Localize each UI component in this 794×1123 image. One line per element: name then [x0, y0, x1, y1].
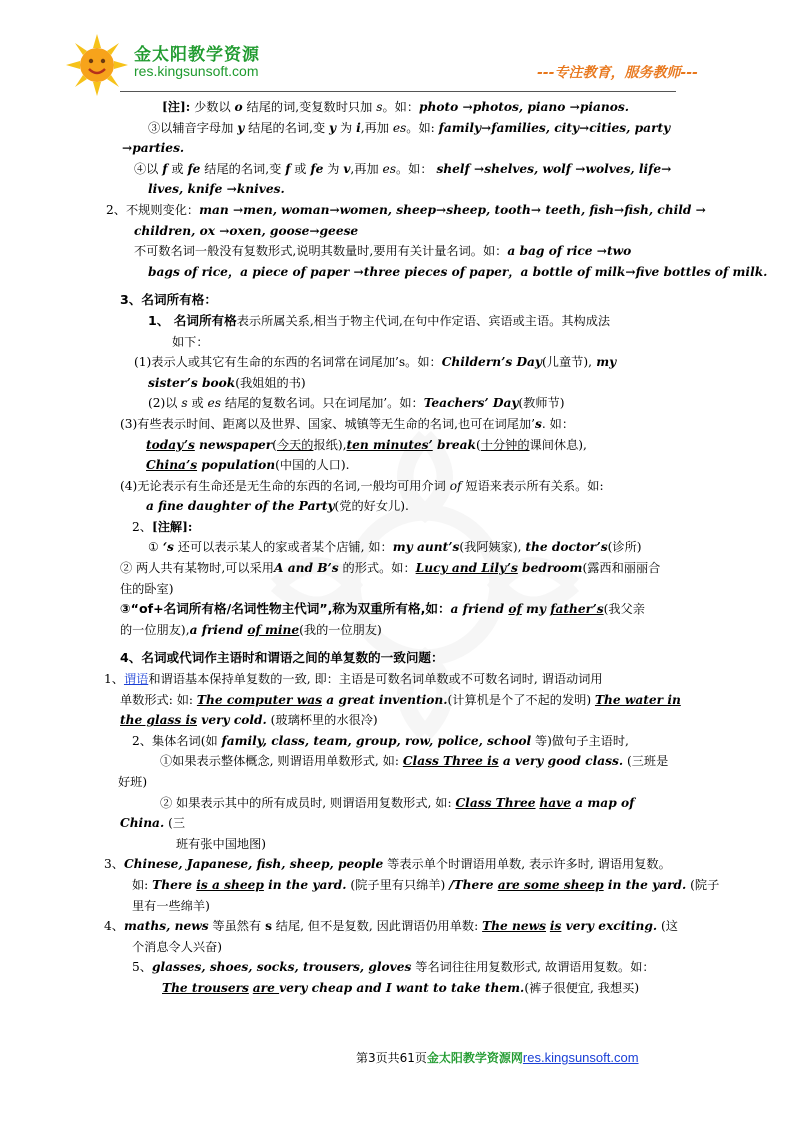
text-run: (教师节)	[518, 396, 565, 411]
text-run: o	[234, 100, 243, 114]
text-run: 十分钟的	[480, 437, 530, 452]
text-line	[104, 476, 682, 497]
text-line	[104, 813, 682, 834]
text-run: my	[591, 355, 617, 370]
text-line	[104, 332, 682, 353]
text-run: i	[356, 120, 361, 135]
text-run: father’s	[550, 602, 604, 617]
text-run: 3、名词所有格：	[120, 292, 217, 308]
text-run: China’s	[146, 458, 198, 473]
text-run: s	[181, 396, 188, 411]
text-run: children, ox →oxen, goose→geese	[134, 223, 359, 238]
text-line	[104, 159, 682, 180]
text-run: (玻璃杯里的水很冷)	[266, 713, 378, 728]
text-run: of	[449, 478, 462, 493]
text-run: are some sheep	[497, 877, 604, 892]
text-run: 5、	[132, 960, 152, 975]
text-run: Teachers’ Day	[423, 396, 519, 411]
text-run: of	[508, 602, 522, 617]
text-line	[104, 669, 682, 690]
text-run: (院子里有只绵羊)	[346, 877, 450, 892]
text-line	[104, 496, 682, 517]
text-line	[104, 118, 682, 139]
text-line	[104, 937, 682, 958]
text-run: The trousers	[162, 980, 249, 995]
text-run: family→families, city→cities, party	[438, 120, 671, 135]
text-run: y	[237, 120, 245, 135]
text-run: photo →photos, piano →pianos.	[419, 100, 629, 114]
text-run: (	[476, 437, 481, 452]
page-footer	[356, 1049, 639, 1066]
text-run: (1)表示人或其它有生命的东西的名词常在词尾加’s。如：	[134, 355, 442, 370]
text-run: 3、	[104, 857, 124, 872]
brand-url[interactable]: res.kingsunsoft.com	[134, 63, 259, 79]
text-run: (这	[657, 919, 678, 934]
text-run: 表示所属关系,相当于物主代词,在句中作定语、宾语或主语。其构成法	[236, 313, 611, 328]
text-run: 等名词往往用复数形式, 故谓语用复数。如：	[411, 960, 655, 975]
text-run: 课间休息),	[529, 437, 587, 452]
text-line	[104, 731, 682, 752]
text-run: family, class, team, group, row, police, school	[221, 733, 532, 748]
text-line	[104, 435, 682, 456]
text-run: f	[162, 161, 168, 176]
text-run: 或	[187, 396, 208, 411]
text-line	[104, 793, 682, 814]
text-run: 好班)	[118, 775, 148, 789]
text-run: ,再加	[350, 161, 383, 176]
text-line	[104, 373, 682, 394]
text-line	[104, 834, 682, 855]
text-run: ①	[148, 540, 163, 555]
text-run: a fine daughter of the Party	[146, 499, 335, 514]
text-run: 。如：	[382, 100, 420, 114]
text-run: (	[272, 437, 277, 452]
text-run: 班有张中国地图)	[176, 836, 267, 851]
text-run: f	[285, 161, 291, 176]
text-line	[104, 200, 706, 221]
text-run: es	[392, 120, 407, 135]
page-header	[0, 0, 794, 92]
text-run: . 如：	[541, 416, 575, 431]
text-run: 等虽然有	[208, 919, 266, 934]
text-run: (党的好女儿).	[334, 499, 409, 514]
text-line	[104, 455, 682, 476]
text-line	[104, 179, 682, 200]
text-run: ③“of+名词所有格/名词性物主代词”,称为双重所有格,如：	[120, 601, 451, 617]
text-run: s	[376, 100, 383, 114]
text-run: Childern’s Day	[441, 355, 542, 370]
text-run: in the yard.	[603, 877, 687, 892]
text-run: 2、集体名词(如	[132, 733, 222, 748]
text-run: (三班是	[623, 754, 669, 769]
brand-name: 金太阳教学资源	[134, 45, 260, 65]
text-run: s	[535, 416, 542, 431]
text-run: (计算机是个了不起的发明)	[447, 692, 595, 707]
text-run: The computer was	[196, 692, 322, 707]
text-run: 今天的	[276, 437, 314, 452]
text-run: 4、名词或代词作主语时和谓语之间的单复数的一致问题：	[120, 650, 444, 666]
text-line	[104, 311, 682, 332]
text-run: (三	[164, 816, 186, 831]
text-run: ② 两人共有某物时,可以采用	[120, 561, 274, 576]
text-run: fe	[310, 161, 324, 176]
page-number: 第3页共61页	[356, 1051, 427, 1065]
text-run: ‘s	[162, 540, 174, 555]
text-run: 里有一些绵羊)	[132, 898, 210, 913]
text-run: today’s	[146, 437, 195, 452]
text-run: y	[329, 120, 337, 135]
text-line	[104, 138, 682, 159]
text-run: 的一位朋友),	[120, 622, 190, 637]
text-link[interactable]: 谓语	[123, 672, 149, 687]
text-run: 1、	[104, 672, 124, 687]
text-run: es	[382, 161, 396, 176]
text-run: bedroom	[517, 561, 583, 576]
text-run: 的形式。如：	[338, 561, 416, 576]
text-run: lives, knife →knives.	[148, 182, 285, 197]
text-run: (我的一位朋友)	[299, 622, 382, 637]
text-run: (院子	[686, 877, 720, 892]
text-run: 结尾的词,变复数时只加	[242, 100, 377, 114]
footer-site-link[interactable]: res.kingsunsoft.com	[522, 1050, 639, 1065]
text-run: 2、不规则变化：	[106, 202, 200, 217]
text-run: China.	[120, 816, 165, 831]
text-run: 不可数名词一般没有复数形式,说明其数量时,要用有关计量名词。如：	[134, 244, 508, 259]
text-run: in the yard.	[263, 877, 347, 892]
text-run: a friend	[450, 602, 509, 617]
text-line	[104, 772, 682, 793]
text-run: [注]:	[162, 100, 191, 114]
text-line	[104, 352, 682, 373]
text-run: ,再加	[360, 120, 393, 135]
text-line	[104, 854, 682, 875]
text-run: 如:	[132, 877, 153, 892]
text-run: 如下：	[172, 334, 209, 349]
text-run: (3)有些表示时间、距离以及世界、国家、城镇等无生命的名词,也可在词尾加’	[120, 416, 536, 431]
text-run: 等表示单个时谓语用单数, 表示许多时, 谓语用复数。	[383, 857, 671, 872]
text-run: 结尾, 但不是复数, 因此谓语仍用单数:	[271, 919, 483, 934]
text-run: (2)以	[148, 396, 182, 411]
text-run: break	[432, 437, 476, 452]
text-line	[104, 579, 682, 600]
text-run: my aunt’s	[392, 540, 460, 555]
text-run: 等)做句子主语时,	[531, 733, 629, 748]
text-run: ② 如果表示其中的所有成员时, 则谓语用复数形式, 如:	[160, 795, 456, 810]
text-line	[104, 558, 682, 579]
text-run: a bag of rice →two	[507, 244, 632, 259]
text-line	[104, 393, 682, 414]
text-run: (露西和丽丽合	[582, 561, 661, 576]
text-run: es	[207, 396, 221, 411]
text-run: Class Three is	[402, 754, 499, 769]
text-line	[104, 599, 682, 620]
text-run: very cheap and I want to take them.	[279, 980, 525, 995]
text-line	[104, 875, 720, 896]
text-run: /There	[449, 877, 498, 892]
text-run: a very good class.	[498, 754, 624, 769]
text-line	[104, 290, 682, 311]
text-run: the doctor’s	[525, 540, 608, 555]
text-run: maths, news	[123, 919, 209, 934]
text-line	[104, 620, 682, 641]
text-run: of mine	[247, 622, 300, 637]
text-run: 或	[167, 161, 188, 176]
text-run: ③以辅音字母加	[148, 120, 238, 135]
text-run: Class Three	[455, 795, 536, 810]
text-line	[104, 957, 682, 978]
text-run: a map of	[571, 795, 635, 810]
text-run: Lucy and Lily’s	[415, 561, 518, 576]
text-run: very exciting.	[561, 919, 658, 934]
text-run: 结尾的名词,变	[244, 120, 330, 135]
text-line	[104, 978, 682, 999]
text-run: s	[265, 919, 272, 934]
text-run: 结尾的名词,变	[200, 161, 286, 176]
text-line	[104, 97, 682, 118]
text-run: is	[549, 919, 562, 934]
text-line	[104, 221, 682, 242]
text-run: (中国的人口).	[275, 458, 350, 473]
text-run: 和谓语基本保持单复数的一致, 即：主语是可数名词单数或不可数名词时, 谓语动词用	[148, 672, 603, 687]
text-run: newspaper	[194, 437, 273, 452]
text-run: →parties.	[122, 141, 185, 156]
text-line	[104, 537, 682, 558]
text-run: v	[343, 161, 351, 176]
text-run: ④以	[134, 161, 163, 176]
text-run: A and B’s	[274, 561, 339, 576]
text-run: my	[521, 602, 551, 617]
text-line	[104, 710, 682, 731]
text-run: 还可以表示某人的家或者某个店铺, 如：	[173, 540, 393, 555]
text-run: 或	[290, 161, 311, 176]
text-run: very cold.	[197, 713, 267, 728]
footer-site-name: 金太阳教学资源网	[426, 1051, 523, 1065]
text-run: a friend	[189, 622, 248, 637]
text-line	[104, 517, 682, 538]
text-run: have	[539, 795, 572, 810]
text-run: 少数以	[190, 100, 235, 114]
text-run: 2、	[132, 519, 152, 534]
sun-logo-icon	[66, 34, 128, 96]
text-run: The news	[482, 919, 547, 934]
text-line	[104, 916, 682, 937]
text-run: glasses, shoes, socks, trousers, gloves	[151, 960, 412, 975]
text-run: 4、	[104, 919, 124, 934]
text-run: Chinese, Japanese, fish, sheep, people	[123, 857, 384, 872]
text-run: are	[252, 980, 280, 995]
text-run: [注解]:	[151, 519, 193, 534]
text-run: (我阿姨家),	[459, 540, 526, 555]
text-run: 1、	[148, 312, 174, 328]
text-line	[104, 690, 682, 711]
text-run: 个消息令人兴奋)	[132, 939, 223, 954]
text-line	[104, 414, 682, 435]
text-run: is a sheep	[196, 877, 264, 892]
text-run: (我姐姐的书)	[235, 375, 306, 390]
text-line	[104, 648, 682, 669]
text-line	[104, 262, 768, 283]
text-run: 为	[323, 161, 344, 176]
text-run: fe	[187, 161, 201, 176]
text-run: bags of rice，a piece of paper →three pieces of paper，a bottle of milk→five bottles of milk.	[148, 264, 768, 279]
text-line	[104, 751, 682, 772]
document-body	[104, 97, 768, 999]
text-line	[104, 896, 682, 917]
text-run: the glass is	[120, 713, 197, 728]
text-run: ten minutes’	[346, 437, 433, 452]
text-run: population	[197, 458, 276, 473]
text-run: (儿童节),	[542, 355, 592, 370]
text-run: 。如：	[396, 161, 437, 176]
text-run: ①如果表示整体概念, 则谓语用单数形式, 如:	[160, 754, 403, 769]
text-run: The water in	[594, 692, 681, 707]
text-run: 名词所有格	[173, 312, 237, 328]
text-line	[104, 241, 682, 262]
header-divider	[120, 91, 676, 92]
text-run: 结尾的复数名词。只在词尾加’。如：	[221, 396, 424, 411]
text-run: (4)无论表示有生命还是无生命的东西的名词,一般均可用介词	[120, 478, 450, 493]
text-run: 住的卧室)	[120, 581, 174, 596]
text-run: (诊所)	[607, 540, 642, 555]
text-run: sister’s book	[148, 375, 236, 390]
text-run: (裤子很便宜, 我想买)	[524, 980, 640, 995]
header-slogan: ---专注教育，服务教师---	[537, 65, 698, 81]
text-run: 单数形式: 如:	[120, 692, 197, 707]
text-run: shelf →shelves, wolf →wolves, life→	[436, 161, 672, 176]
text-run: There	[152, 877, 197, 892]
text-run: 为	[336, 120, 357, 135]
text-run: man →men, woman→women, sheep→sheep, tooth→ teeth, fish→fish, child →	[199, 202, 706, 217]
text-run: a great invention.	[321, 692, 448, 707]
text-run: 短语来表示所有关系。如:	[461, 478, 604, 493]
text-run: 报纸),	[313, 437, 347, 452]
text-run: 。如:	[406, 120, 439, 135]
text-run: (我父亲	[603, 602, 645, 617]
